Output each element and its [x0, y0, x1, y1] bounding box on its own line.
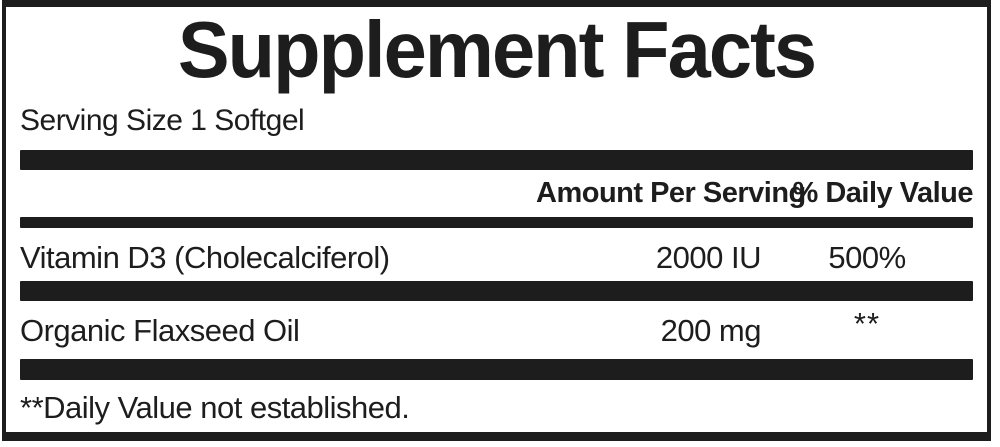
ingredient-daily-value: 500% [828, 240, 906, 276]
panel-title: Supplement Facts [177, 5, 816, 94]
daily-value-footnote: **Daily Value not established. [20, 390, 410, 426]
divider-thick-top [20, 150, 973, 170]
ingredient-amount: 2000 IU [655, 240, 761, 276]
table-row-flaxseed-oil [20, 305, 973, 349]
ingredient-name: Vitamin D3 (Cholecalciferol) [20, 240, 390, 276]
supplement-facts-panel [2, 0, 991, 441]
amount-per-serving-header: Amount Per Serving [536, 177, 806, 210]
divider-thick-mid [20, 281, 973, 301]
ingredient-amount: 200 mg [660, 312, 761, 348]
divider-thin-under-header [20, 217, 973, 228]
ingredient-daily-value-asterisks: ** [853, 305, 881, 341]
divider-thick-bottom [20, 359, 973, 380]
daily-value-header: % Daily Value [792, 177, 973, 210]
column-header-row [20, 178, 973, 210]
serving-size-text: Serving Size 1 Softgel [20, 103, 305, 137]
ingredient-name: Organic Flaxseed Oil [20, 312, 300, 348]
table-row-vitamin-d3 [20, 240, 973, 276]
